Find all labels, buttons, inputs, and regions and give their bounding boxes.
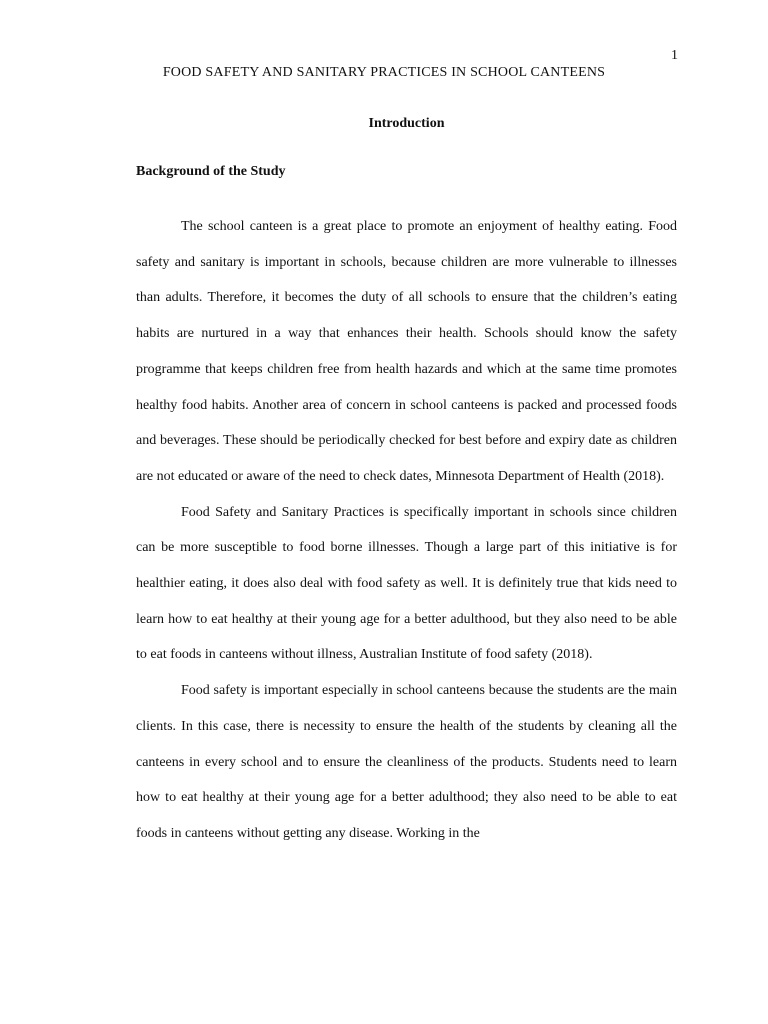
section-heading: Introduction — [368, 116, 445, 131]
page-number: 1 — [671, 48, 678, 63]
subsection-heading: Background of the Study — [136, 164, 286, 179]
paragraph: The school canteen is a great place to promote an enjoyment of healthy eating. Food safety and sanitary is important in schools, because children are more vulnerable to illnesses than adults. Therefore, it becomes the duty of all schools to ensure that the children’s eating habits are nurtured in a way that enhances their health. Schools should know the safety programme that keeps children free from health hazards and which at the same time promotes healthy food habits. Another area of concern in school canteens is packed and processed foods and beverages. These should be periodically checked for best before and expiry date as children are not educated or aware of the need to check dates, Minnesota Department of Health (2018). — [136, 219, 677, 484]
paragraph: Food Safety and Sanitary Practices is specifically important in schools since children can be more susceptible to food borne illnesses. Though a large part of this initiative is for healthier eating, it does also deal with food safety as well. It is definitely true that kids need to learn how to eat healthy at their young age for a better adulthood, but they also need to be able to eat foods in canteens without illness, Australian Institute of food safety (2018). — [136, 504, 677, 663]
document-title: FOOD SAFETY AND SANITARY PRACTICES IN SCHOOL CANTEENS — [162, 65, 606, 80]
paragraph: Food safety is important especially in school canteens because the students are the main clients. In this case, there is necessity to ensure the health of the students by cleaning all the canteens in every school and to ensure the cleanliness of the products. Students need to learn how to eat healthy at their young age for a better adulthood; they also need to be able to eat foods in canteens without getting any disease. Working in the — [136, 683, 677, 841]
body-text — [136, 209, 677, 852]
